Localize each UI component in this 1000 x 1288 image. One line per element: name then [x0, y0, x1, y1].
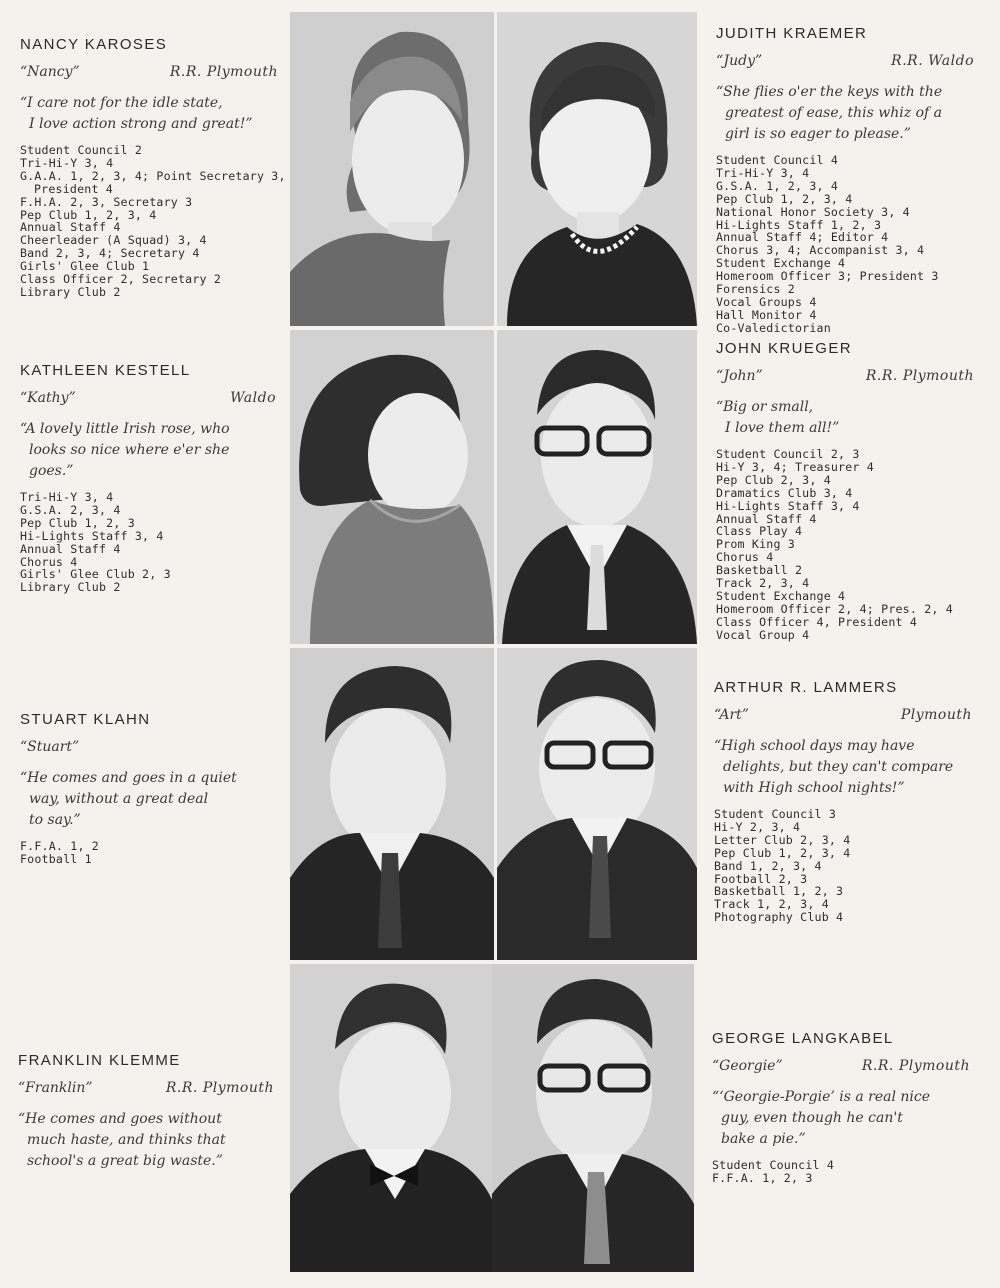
hometown: Plymouth: [900, 707, 972, 723]
student-name: JOHN KRUEGER: [716, 340, 852, 357]
activity-item: President 4: [34, 181, 113, 196]
quote-line: bake a pie.”: [721, 1131, 806, 1147]
activity-item: G.S.A. 2, 3, 4: [20, 502, 121, 517]
activities-list: [716, 154, 974, 335]
activity-item: Band 2, 3, 4; Secretary 4: [20, 246, 200, 261]
activity-item: Track 2, 3, 4: [716, 576, 810, 591]
entry-judith-kraemer: [716, 25, 974, 335]
nickname: “Stuart”: [20, 739, 80, 755]
quote-line: “He comes and goes in a quiet: [20, 770, 237, 786]
activity-item: Tri-Hi-Y 3, 4: [20, 155, 114, 170]
student-name: KATHLEEN KESTELL: [20, 362, 191, 379]
activity-item: Hi-Lights Staff 3, 4: [716, 498, 860, 513]
activity-item: Basketball 2: [716, 563, 803, 578]
quote: [20, 419, 276, 482]
quote: [716, 397, 974, 439]
activity-item: Girls' Glee Club 2, 3: [20, 567, 171, 582]
activity-item: Co-Valedictorian: [716, 320, 831, 335]
activity-item: Forensics 2: [716, 282, 795, 297]
quote-line: to say.”: [29, 812, 81, 828]
quote-line: “‘Georgie-Porgie’ is a real nice: [712, 1089, 931, 1105]
activity-item: Girls' Glee Club 1: [20, 259, 150, 274]
activity-item: Annual Staff 4: [716, 511, 817, 526]
activity-item: F.F.A. 1, 2, 3: [712, 1170, 813, 1185]
quote-line: looks so nice where e'er she: [29, 442, 230, 458]
activity-item: Track 1, 2, 3, 4: [714, 897, 829, 912]
quote: [18, 1109, 274, 1172]
photo-judith-kraemer: [497, 12, 697, 326]
activities-list: [714, 808, 972, 924]
nickname: “Georgie”: [712, 1058, 783, 1074]
quote-line: “He comes and goes without: [18, 1111, 222, 1127]
activity-item: Tri-Hi-Y 3, 4: [716, 165, 810, 180]
activities-list: [716, 448, 974, 642]
activity-item: Hi-Lights Staff 3, 4: [20, 528, 164, 543]
activity-item: G.S.A. 1, 2, 3, 4: [716, 178, 839, 193]
entry-arthur-lammers: [714, 679, 972, 924]
photo-stuart-klahn: [290, 648, 494, 960]
quote-line: guy, even though he can't: [721, 1110, 903, 1126]
activity-item: Student Council 4: [712, 1158, 835, 1172]
activity-item: Hall Monitor 4: [716, 307, 817, 322]
quote-line: much haste, and thinks that: [27, 1132, 226, 1148]
activity-item: Pep Club 2, 3, 4: [716, 472, 831, 487]
photo-arthur-lammers: [497, 648, 697, 960]
quote: [712, 1087, 970, 1150]
nickname: “Nancy”: [20, 64, 80, 80]
nickname: “Franklin”: [18, 1080, 93, 1096]
activity-item: Pep Club 1, 2, 3, 4: [714, 845, 851, 860]
activity-item: Library Club 2: [20, 580, 121, 595]
hometown: R.R. Plymouth: [169, 64, 278, 80]
activity-item: G.A.A. 1, 2, 3, 4; Point Secretary 3,: [20, 168, 286, 183]
quote-line: “A lovely little Irish rose, who: [20, 421, 230, 437]
photo-kathleen-kestell: [290, 330, 494, 644]
activity-item: Pep Club 1, 2, 3, 4: [716, 191, 853, 206]
hometown: R.R. Plymouth: [165, 1080, 274, 1096]
quote-line: I love them all!”: [725, 420, 840, 436]
student-name: STUART KLAHN: [20, 711, 151, 728]
activity-item: Hi-Y 2, 3, 4: [714, 819, 801, 834]
quote: [20, 93, 278, 135]
nickname: “John”: [716, 368, 763, 384]
activity-item: Letter Club 2, 3, 4: [714, 832, 851, 847]
quote-line: goes.”: [29, 463, 74, 479]
activity-item: Student Council 4: [716, 153, 839, 167]
activity-item: Student Council 3: [714, 807, 837, 821]
entry-john-krueger: [716, 340, 974, 642]
activity-item: Pep Club 1, 2, 3: [20, 515, 135, 530]
quote: [714, 736, 972, 799]
activity-item: Band 1, 2, 3, 4: [714, 858, 822, 873]
activity-item: Hi-Lights Staff 1, 2, 3: [716, 217, 882, 232]
quote-line: greatest of ease, this whiz of a: [725, 105, 942, 121]
hometown: Waldo: [230, 390, 276, 406]
student-name: JUDITH KRAEMER: [716, 25, 868, 42]
nickname: “Kathy”: [20, 390, 76, 406]
activity-item: F.F.A. 1, 2: [20, 839, 99, 853]
activity-item: Annual Staff 4; Editor 4: [716, 230, 889, 245]
entry-nancy-karoses: [20, 36, 286, 299]
activity-item: Homeroom Officer 2, 4; Pres. 2, 4: [716, 601, 953, 616]
quote-line: “High school days may have: [714, 738, 915, 754]
activity-item: Dramatics Club 3, 4: [716, 485, 853, 500]
quote-line: I love action strong and great!”: [29, 116, 253, 132]
activity-item: Basketball 1, 2, 3: [714, 884, 844, 899]
activity-item: Prom King 3: [716, 537, 795, 552]
activities-list: [20, 491, 276, 594]
activity-item: Photography Club 4: [714, 910, 844, 925]
quote-line: “I care not for the idle state,: [20, 95, 223, 111]
quote-line: “Big or small,: [716, 399, 814, 415]
student-name: GEORGE LANGKABEL: [712, 1030, 894, 1047]
activity-item: Library Club 2: [20, 284, 121, 299]
activity-item: National Honor Society 3, 4: [716, 204, 910, 219]
activity-item: Student Exchange 4: [716, 588, 846, 603]
nickname: “Judy”: [716, 53, 763, 69]
photo-franklin-klemme: [290, 964, 494, 1272]
quote-line: “She flies o'er the keys with the: [716, 84, 943, 100]
activity-item: Student Council 2: [20, 143, 143, 157]
entry-kathleen-kestell: [20, 362, 276, 594]
activity-item: Student Exchange 4: [716, 256, 846, 271]
activities-list: [712, 1159, 970, 1185]
quote-line: delights, but they can't compare: [723, 759, 954, 775]
entry-george-langkabel: [712, 1030, 970, 1185]
activity-item: Class Play 4: [716, 524, 803, 539]
quote-line: with High school nights!”: [723, 780, 905, 796]
activity-item: Vocal Group 4: [716, 627, 810, 642]
photo-nancy-karoses: [290, 12, 494, 326]
activity-item: Tri-Hi-Y 3, 4: [20, 490, 114, 504]
photo-john-krueger: [497, 330, 697, 644]
activity-item: Annual Staff 4: [20, 541, 121, 556]
activity-item: F.H.A. 2, 3, Secretary 3: [20, 194, 193, 209]
activity-item: Chorus 3, 4; Accompanist 3, 4: [716, 243, 925, 258]
activity-item: Football 2, 3: [714, 871, 808, 886]
activity-item: Student Council 2, 3: [716, 447, 860, 461]
entry-franklin-klemme: [18, 1052, 274, 1181]
activity-item: Hi-Y 3, 4; Treasurer 4: [716, 459, 874, 474]
activity-item: Annual Staff 4: [20, 220, 121, 235]
activity-item: Vocal Groups 4: [716, 294, 817, 309]
activities-list: [20, 143, 286, 299]
student-name: FRANKLIN KLEMME: [18, 1052, 181, 1069]
hometown: R.R. Plymouth: [861, 1058, 970, 1074]
student-name: ARTHUR R. LAMMERS: [714, 679, 898, 696]
quote-line: school's a great big waste.”: [27, 1153, 223, 1169]
student-name: NANCY KAROSES: [20, 36, 168, 53]
activities-list: [20, 840, 270, 866]
quote-line: way, without a great deal: [29, 791, 209, 807]
quote: [716, 82, 974, 145]
activity-item: Football 1: [20, 851, 92, 866]
activity-item: Pep Club 1, 2, 3, 4: [20, 207, 157, 222]
hometown: R.R. Waldo: [891, 53, 974, 69]
activity-item: Class Officer 4, President 4: [716, 614, 918, 629]
photo-george-langkabel: [492, 964, 694, 1272]
quote-line: girl is so eager to please.”: [725, 126, 911, 142]
quote: [20, 768, 270, 831]
entry-stuart-klahn: [20, 711, 270, 866]
activity-item: Chorus 4: [20, 554, 78, 569]
activity-item: Chorus 4: [716, 550, 774, 565]
hometown: R.R. Plymouth: [865, 368, 974, 384]
activity-item: Homeroom Officer 3; President 3: [716, 269, 939, 284]
activity-item: Class Officer 2, Secretary 2: [20, 272, 222, 287]
activity-item: Cheerleader (A Squad) 3, 4: [20, 233, 207, 248]
nickname: “Art”: [714, 707, 749, 723]
